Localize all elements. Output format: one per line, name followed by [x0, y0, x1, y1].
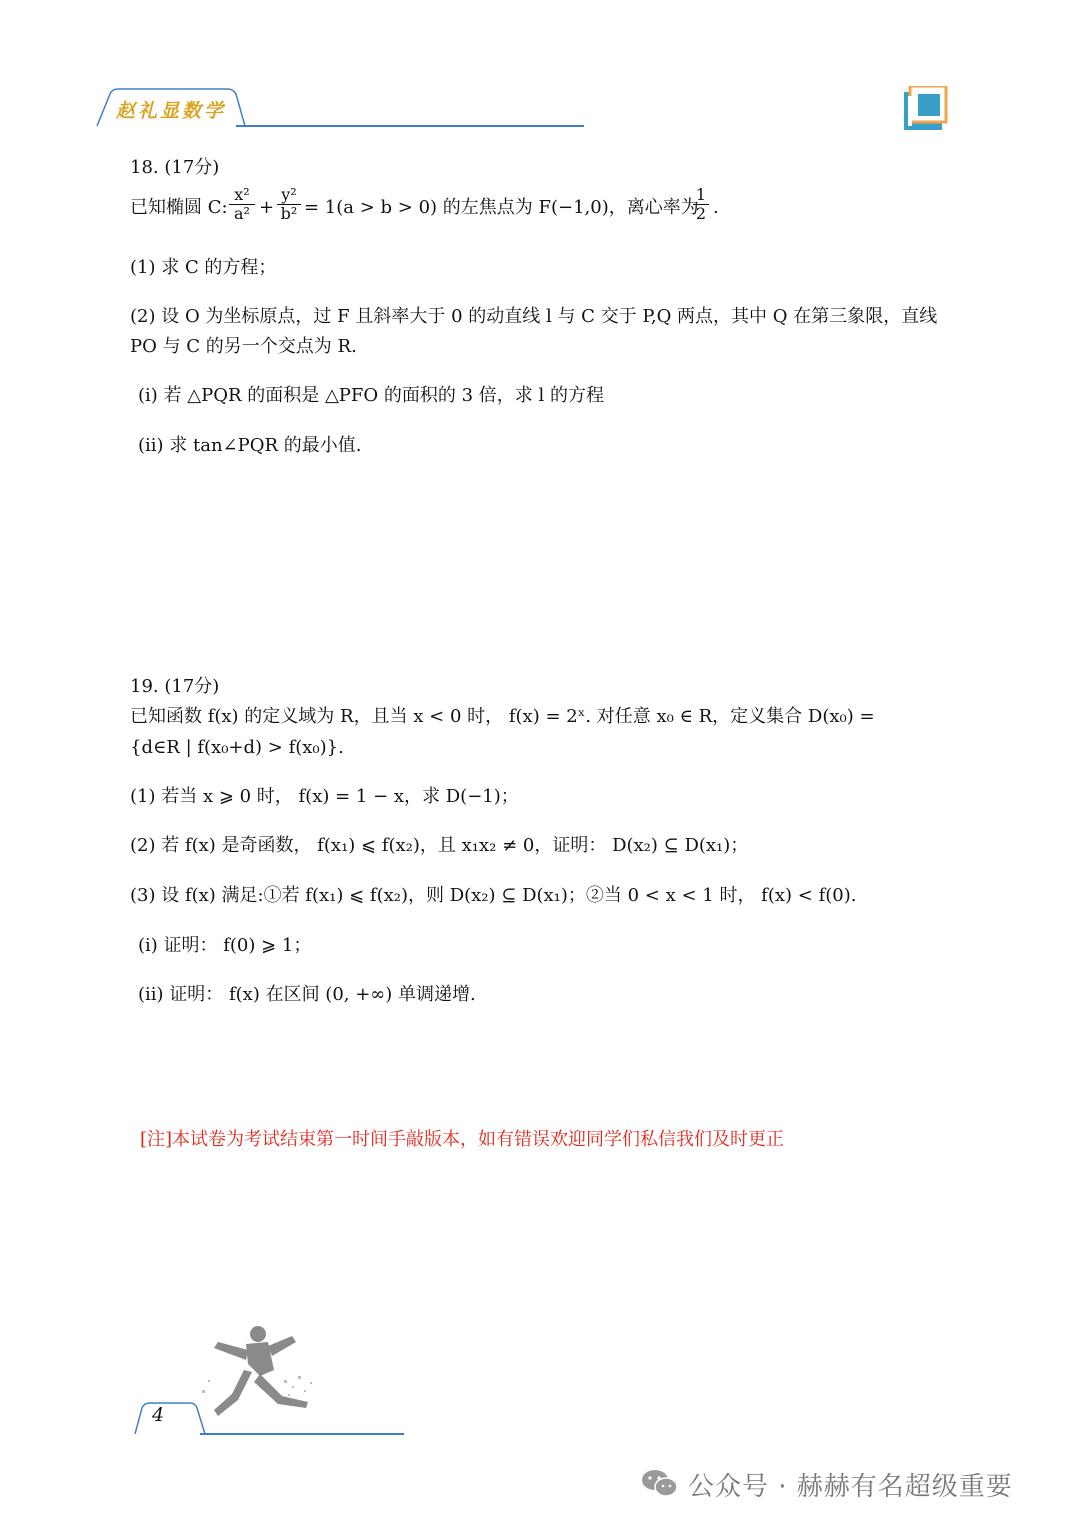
- header-title: 赵礼显数学: [116, 100, 227, 122]
- q18-sub-ii: (ii) 求 tan∠PQR 的最小值.: [138, 435, 362, 456]
- q18-number: 18. (17分): [130, 157, 220, 178]
- runner-illustration: [188, 1320, 318, 1420]
- frac-numerator: 1: [695, 185, 707, 204]
- page-number: 4: [152, 1404, 165, 1426]
- q18-sub-i: (i) 若 △PQR 的面积是 △PFO 的面积的 3 倍，求 l 的方程: [138, 385, 604, 406]
- q19-part3: (3) 设 f(x) 满足:①若 f(x₁) ⩽ f(x₂)，则 D(x₂) ⊆ D(x₁)；②当 0 < x < 1 时， f(x) < f(0).: [130, 885, 857, 906]
- q18-part2-line1: (2) 设 O 为坐标原点，过 F 且斜率大于 0 的动直线 l 与 C 交于 P,Q 两点，其中 Q 在第三象限，直线: [130, 306, 938, 327]
- q18-part1: (1) 求 C 的方程；: [130, 257, 277, 278]
- q19-stem-line1: 已知函数 f(x) 的定义域为 R，且当 x < 0 时， f(x) = 2ˣ. 对任意 x₀ ∈ R，定义集合 D(x₀) =: [130, 706, 875, 727]
- frac-numerator: x²: [234, 185, 250, 204]
- footer-rule: [200, 1433, 404, 1435]
- corner-logo-icon: [904, 86, 952, 134]
- q18-frac-x: [229, 186, 255, 223]
- frac-denominator: a²: [229, 204, 255, 223]
- q18-frac-half: [693, 186, 709, 223]
- q19-stem-line2: {d∈R | f(x₀+d) > f(x₀)}.: [130, 737, 344, 758]
- watermark-text: 公众号 · 赫赫有名超级重要: [688, 1472, 1013, 1502]
- q18-stem-end: .: [713, 197, 719, 218]
- q19-sub-ii: (ii) 证明： f(x) 在区间 (0, +∞) 单调递增.: [138, 984, 476, 1005]
- q19-part1: (1) 若当 x ⩾ 0 时， f(x) = 1 − x，求 D(−1)；: [130, 786, 519, 807]
- q18-part2-line2: PO 与 C 的另一个交点为 R.: [130, 336, 357, 357]
- q18-plus: +: [259, 197, 275, 218]
- q18-stem: [130, 194, 228, 222]
- q19-sub-i: (i) 证明： f(0) ⩾ 1；: [138, 935, 312, 956]
- wechat-icon: [640, 1468, 680, 1498]
- q18-frac-y: [277, 186, 301, 223]
- frac-denominator: 2: [693, 204, 709, 223]
- header-rule: [236, 125, 584, 127]
- q19-number: 19. (17分): [130, 676, 220, 697]
- footer-tab-shape: [134, 1402, 206, 1436]
- q18-stem-b: = 1(a > b > 0) 的左焦点为 F(−1,0)，离心率为: [304, 197, 699, 218]
- q18-stem-a: 已知椭圆 C:: [130, 197, 228, 218]
- frac-numerator: y²: [281, 185, 297, 204]
- correction-note: [注]本试卷为考试结束第一时间手敲版本，如有错误欢迎同学们私信我们及时更正: [140, 1129, 785, 1150]
- q19-part2: (2) 若 f(x) 是奇函数， f(x₁) ⩽ f(x₂)，且 x₁x₂ ≠ 0，证明： D(x₂) ⊆ D(x₁)；: [130, 835, 749, 856]
- frac-denominator: b²: [277, 204, 301, 223]
